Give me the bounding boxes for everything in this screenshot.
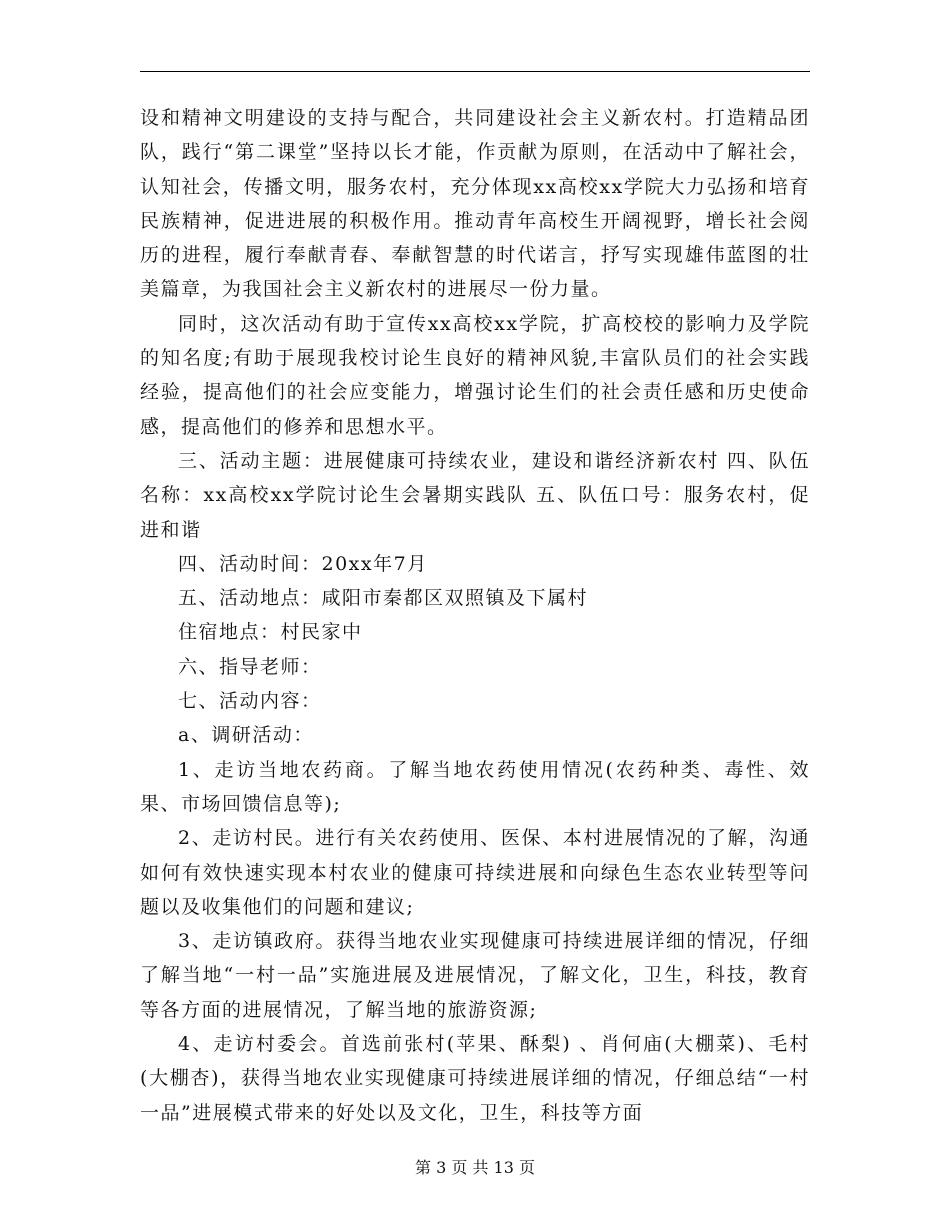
paragraph-12: 3、走访镇政府。获得当地农业实现健康可持续进展详细的情况，仔细了解当地“一村一品”实施进展及进展情况，了解文化，卫生，科技，教育等各方面的进展情况，了解当地的旅游资源; [140,930,810,1021]
paragraph-11: 2、走访村民。进行有关农药使用、医保、本村进展情况的了解，沟通如何有效快速实现本村农业的健康可持续进展和向绿色生态农业转型等问题以及收集他们的问题和建议; [140,827,810,918]
paragraph-5: 五、活动地点：咸阳市秦都区双照镇及下属村 [178,587,589,610]
page-number-footer: 第 3 页 共 13 页 [415,1158,535,1177]
paragraph-10: 1、走访当地农药商。了解当地农药使用情况(农药种类、毒性、效果、市场回馈信息等); [140,758,810,815]
paragraph-6: 住宿地点：村民家中 [178,621,363,644]
header-rule [140,71,810,72]
paragraph-1: 设和精神文明建设的支持与配合，共同建设社会主义新农村。打造精品团队，践行“第二课堂”坚持以长才能，作贡献为原则，在活动中了解社会，认知社会，传播文明，服务农村，充分体现xx高校xx学院大力弘扬和培育民族精神，促进进展的积极作用。推动青年高校生开阔视野，增长社会阅历的进程，履行奉献青春、奉献智慧的时代诺言，抒写实现雄伟蓝图的壮美篇章，为我国社会主义新农村的进展尽一份力量。 [140,107,810,301]
paragraph-8: 七、活动内容： [178,690,322,713]
paragraph-13: 4、走访村委会。首选前张村(苹果、酥梨) 、肖何庙(大棚菜)、毛村(大棚杏)，获得当地农业实现健康可持续进展详细的情况，仔细总结“一村一品”进展模式带来的好处以及文化，卫生，科技等方面 [140,1033,810,1124]
paragraph-3: 三、活动主题：进展健康可持续农业，建设和谐经济新农村 四、队伍名称：xx高校xx学院讨论生会暑期实践队 五、队伍口号：服务农村，促进和谐 [140,449,810,541]
document-body [140,101,810,1130]
paragraph-7: 六、指导老师： [178,655,322,678]
paragraph-2: 同时，这次活动有助于宣传xx高校xx学院，扩高校校的影响力及学院的知名度;有助于展现我校讨论生良好的精神风貌,丰富队员们的社会实践经验，提高他们的社会应变能力，增强讨论生们的社会责任感和历史使命感，提高他们的修养和思想水平。 [140,312,810,438]
paragraph-4: 四、活动时间：20xx年7月 [178,552,428,575]
paragraph-9: a、调研活动： [178,724,314,747]
